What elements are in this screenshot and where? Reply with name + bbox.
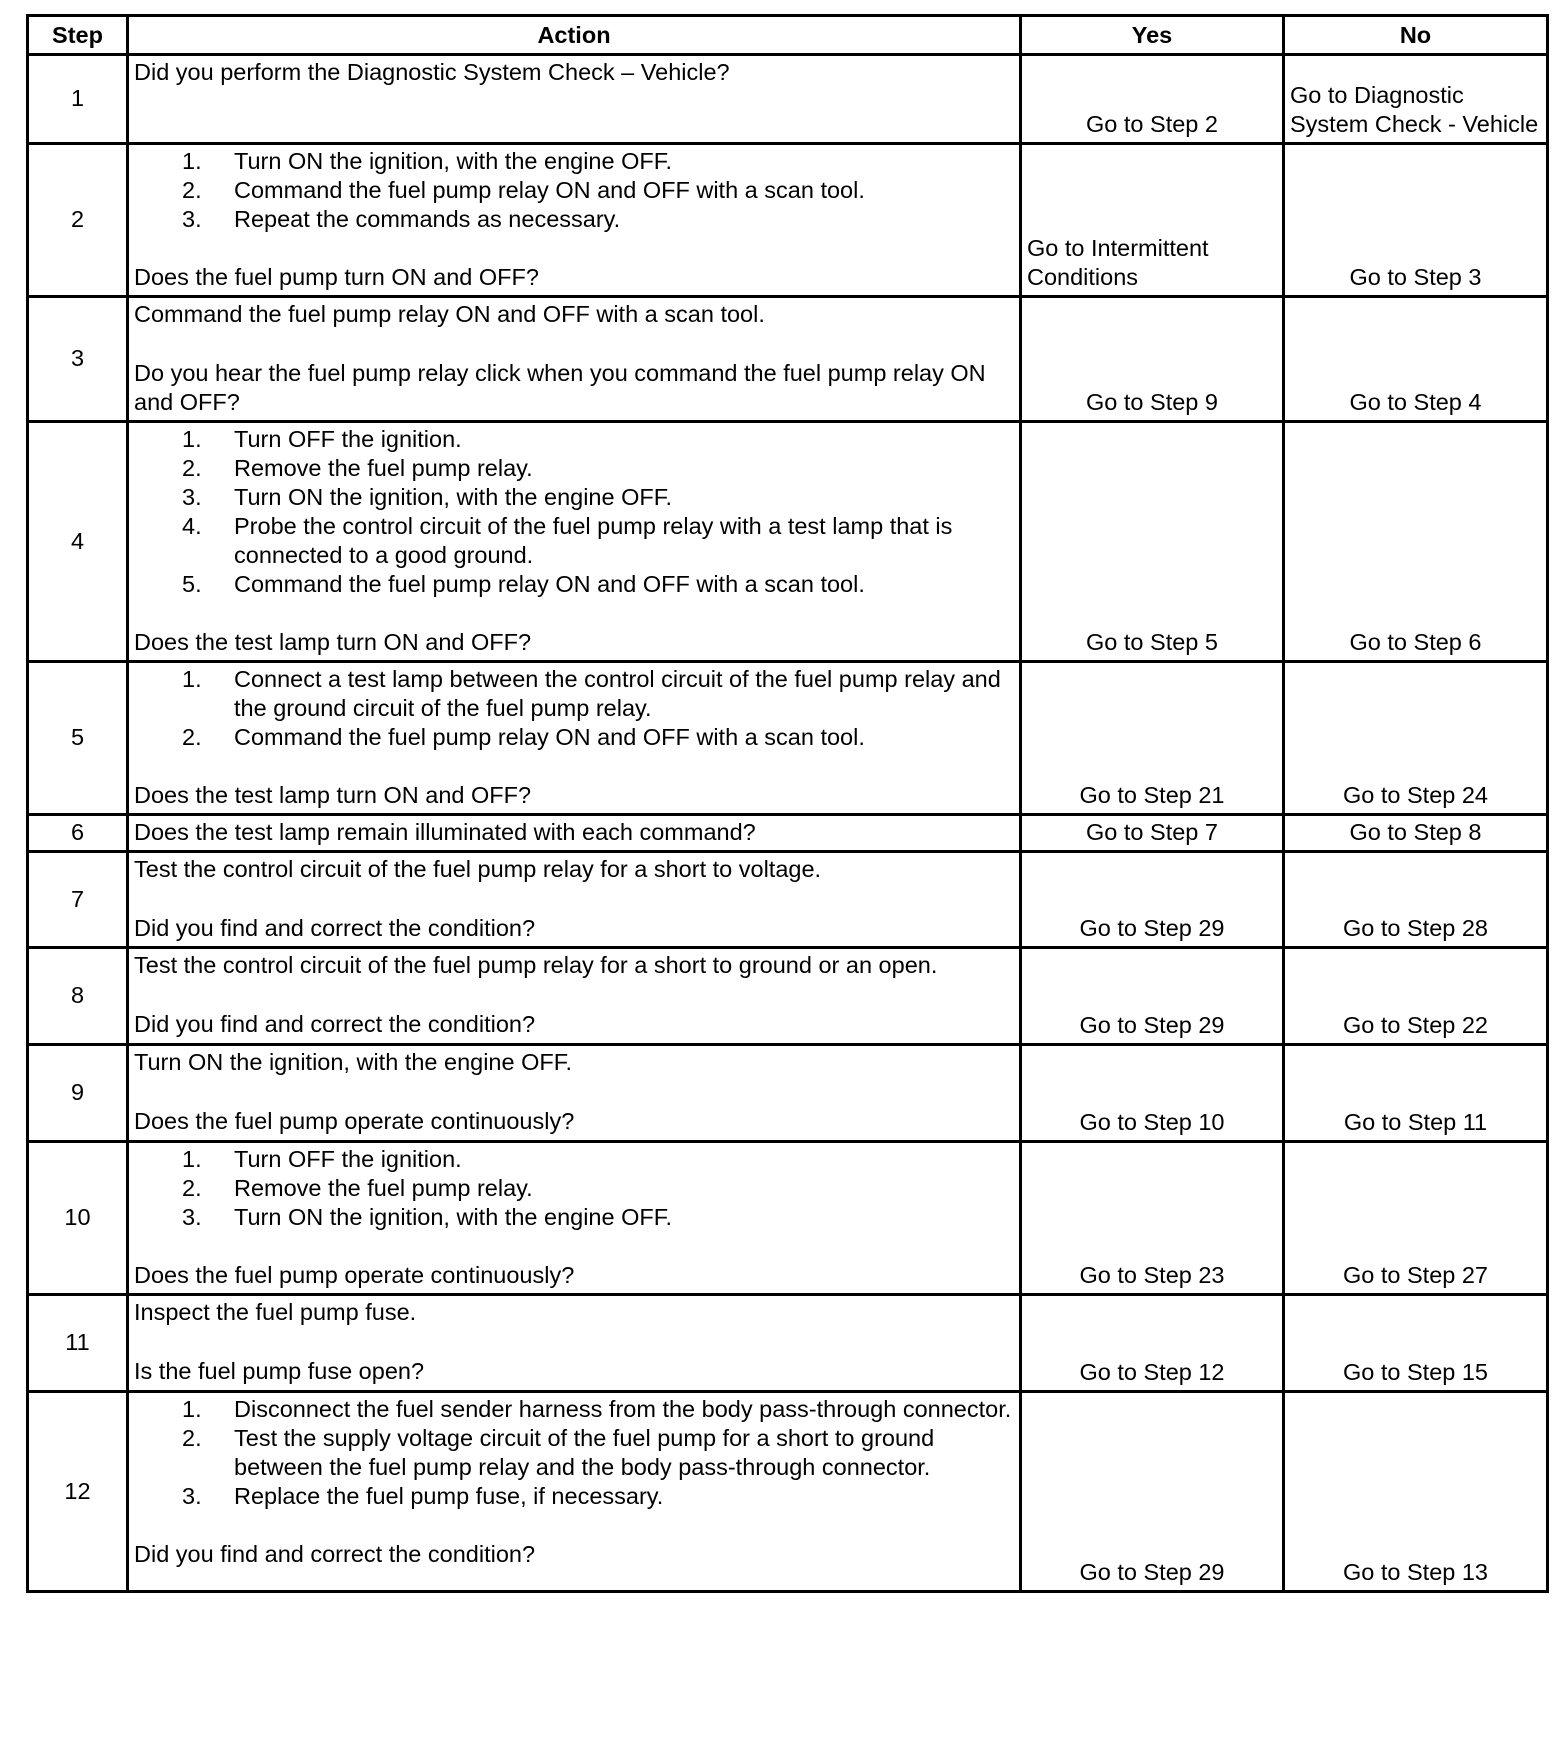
yes-cell: Go to Step 21 <box>1021 662 1284 815</box>
table-row <box>28 297 1548 422</box>
action-cell <box>128 662 1021 815</box>
yes-cell: Go to Step 29 <box>1021 852 1284 948</box>
step-number: 9 <box>28 1045 128 1142</box>
header-row <box>28 16 1548 55</box>
question-text: Does the test lamp turn ON and OFF? <box>134 782 532 808</box>
substep <box>134 512 1014 570</box>
action-text: Inspect the fuel pump fuse. <box>134 1299 417 1325</box>
substep-text: Test the supply voltage circuit of the fuel pump for a short to ground between the fuel pump relay and the body pass-through connector. <box>234 1425 935 1480</box>
substep <box>134 483 1014 512</box>
table-row <box>28 55 1548 144</box>
action-cell <box>128 55 1021 144</box>
no-cell: Go to Step 6 <box>1284 422 1548 662</box>
step-number: 7 <box>28 852 128 948</box>
header-action: Action <box>128 16 1021 55</box>
substep-number: 3. <box>182 1483 202 1509</box>
question-text: Does the test lamp turn ON and OFF? <box>134 629 532 655</box>
step-number: 2 <box>28 144 128 297</box>
yes-cell: Go to Step 5 <box>1021 422 1284 662</box>
yes-cell: Go to Step 29 <box>1021 948 1284 1045</box>
yes-cell: Go to Step 10 <box>1021 1045 1284 1142</box>
substep-text: Disconnect the fuel sender harness from the body pass-through connector. <box>234 1396 1012 1422</box>
header-yes: Yes <box>1021 16 1284 55</box>
substep-text: Turn ON the ignition, with the engine OFF. <box>234 484 673 510</box>
substep-number: 3. <box>182 484 202 510</box>
no-cell: Go to Step 4 <box>1284 297 1548 422</box>
substep-text: Probe the control circuit of the fuel pump relay with a test lamp that is connected to a good ground. <box>234 513 953 568</box>
substep-text: Turn OFF the ignition. <box>234 426 462 452</box>
step-number: 1 <box>28 55 128 144</box>
substep-number: 2. <box>182 455 202 481</box>
substep <box>134 176 1014 205</box>
question-text: Do you hear the fuel pump relay click when you command the fuel pump relay ON and OFF? <box>134 360 986 415</box>
action-text: Command the fuel pump relay ON and OFF with a scan tool. <box>134 301 765 327</box>
action-cell <box>128 1045 1021 1142</box>
substep-list <box>134 147 1014 234</box>
action-text: Turn ON the ignition, with the engine OFF. <box>134 1049 573 1075</box>
no-cell: Go to Step 13 <box>1284 1392 1548 1592</box>
substep <box>134 1203 1014 1232</box>
no-cell: Go to Step 15 <box>1284 1295 1548 1392</box>
substep-text: Remove the fuel pump relay. <box>234 1175 533 1201</box>
substep-text: Connect a test lamp between the control circuit of the fuel pump relay and the ground circuit of the fuel pump relay. <box>234 666 1001 721</box>
no-cell: Go to Step 27 <box>1284 1142 1548 1295</box>
action-cell <box>128 852 1021 948</box>
substep-number: 2. <box>182 1175 202 1201</box>
table-row <box>28 1045 1548 1142</box>
yes-cell: Go to Step 23 <box>1021 1142 1284 1295</box>
action-cell <box>128 948 1021 1045</box>
substep-list <box>134 1395 1014 1511</box>
substep <box>134 205 1014 234</box>
yes-cell: Go to Step 7 <box>1021 815 1284 852</box>
question-text: Does the fuel pump operate continuously? <box>134 1108 575 1134</box>
substep <box>134 1395 1014 1424</box>
substep-list <box>134 425 1014 599</box>
table-row <box>28 852 1548 948</box>
substep <box>134 1145 1014 1174</box>
action-cell <box>128 1142 1021 1295</box>
no-cell: Go to Step 11 <box>1284 1045 1548 1142</box>
substep <box>134 1424 1014 1482</box>
action-cell <box>128 144 1021 297</box>
substep-text: Command the fuel pump relay ON and OFF with a scan tool. <box>234 571 865 597</box>
substep-text: Replace the fuel pump fuse, if necessary. <box>234 1483 664 1509</box>
substep-text: Turn ON the ignition, with the engine OFF. <box>234 1204 673 1230</box>
diagnostic-table <box>26 14 1549 1593</box>
header-no: No <box>1284 16 1548 55</box>
substep-list <box>134 665 1014 752</box>
step-number: 5 <box>28 662 128 815</box>
substep <box>134 665 1014 723</box>
question-text: Did you find and correct the condition? <box>134 1541 536 1567</box>
substep <box>134 723 1014 752</box>
substep-number: 1. <box>182 666 202 692</box>
question-text: Is the fuel pump fuse open? <box>134 1358 425 1384</box>
table-row <box>28 422 1548 662</box>
yes-cell: Go to Step 12 <box>1021 1295 1284 1392</box>
substep-number: 1. <box>182 1396 202 1422</box>
substep-number: 2. <box>182 724 202 750</box>
diagnostic-table-sheet <box>26 14 1546 1593</box>
substep <box>134 147 1014 176</box>
no-cell: Go to Step 22 <box>1284 948 1548 1045</box>
question-text: Did you find and correct the condition? <box>134 915 536 941</box>
substep-text: Repeat the commands as necessary. <box>234 206 621 232</box>
yes-cell: Go to Step 9 <box>1021 297 1284 422</box>
step-number: 10 <box>28 1142 128 1295</box>
action-text: Test the control circuit of the fuel pump relay for a short to ground or an open. <box>134 952 938 978</box>
action-cell <box>128 1392 1021 1592</box>
table-row <box>28 1142 1548 1295</box>
no-cell: Go to Step 28 <box>1284 852 1548 948</box>
yes-cell: Go to Step 29 <box>1021 1392 1284 1592</box>
substep-number: 5. <box>182 571 202 597</box>
substep <box>134 1482 1014 1511</box>
substep-number: 1. <box>182 1146 202 1172</box>
substep-number: 2. <box>182 1425 202 1451</box>
substep <box>134 454 1014 483</box>
substep-number: 3. <box>182 206 202 232</box>
no-cell: Go to Step 24 <box>1284 662 1548 815</box>
substep <box>134 425 1014 454</box>
action-cell <box>128 815 1021 852</box>
substep-text: Turn OFF the ignition. <box>234 1146 462 1172</box>
step-number: 11 <box>28 1295 128 1392</box>
substep-text: Command the fuel pump relay ON and OFF with a scan tool. <box>234 177 865 203</box>
yes-cell: Go to Intermittent Conditions <box>1021 144 1284 297</box>
table-row <box>28 815 1548 852</box>
substep <box>134 570 1014 599</box>
table-row <box>28 1295 1548 1392</box>
step-number: 4 <box>28 422 128 662</box>
no-cell: Go to Diagnostic System Check - Vehicle <box>1284 55 1548 144</box>
substep-number: 3. <box>182 1204 202 1230</box>
substep-number: 4. <box>182 513 202 539</box>
substep-list <box>134 1145 1014 1232</box>
action-cell <box>128 1295 1021 1392</box>
step-number: 12 <box>28 1392 128 1592</box>
action-cell <box>128 297 1021 422</box>
action-text: Does the test lamp remain illuminated with each command? <box>134 819 756 845</box>
table-row <box>28 144 1548 297</box>
action-cell <box>128 422 1021 662</box>
substep-number: 1. <box>182 148 202 174</box>
table-row <box>28 948 1548 1045</box>
action-text: Test the control circuit of the fuel pump relay for a short to voltage. <box>134 856 822 882</box>
substep-text: Remove the fuel pump relay. <box>234 455 533 481</box>
table-row <box>28 662 1548 815</box>
substep <box>134 1174 1014 1203</box>
substep-number: 2. <box>182 177 202 203</box>
question-text: Did you find and correct the condition? <box>134 1011 536 1037</box>
yes-cell: Go to Step 2 <box>1021 55 1284 144</box>
substep-number: 1. <box>182 426 202 452</box>
no-cell: Go to Step 8 <box>1284 815 1548 852</box>
step-number: 6 <box>28 815 128 852</box>
step-number: 3 <box>28 297 128 422</box>
substep-text: Turn ON the ignition, with the engine OFF. <box>234 148 673 174</box>
step-number: 8 <box>28 948 128 1045</box>
substep-text: Command the fuel pump relay ON and OFF with a scan tool. <box>234 724 865 750</box>
no-cell: Go to Step 3 <box>1284 144 1548 297</box>
header-step: Step <box>28 16 128 55</box>
question-text: Does the fuel pump operate continuously? <box>134 1262 575 1288</box>
action-text: Did you perform the Diagnostic System Check – Vehicle? <box>134 59 730 85</box>
table-row <box>28 1392 1548 1592</box>
question-text: Does the fuel pump turn ON and OFF? <box>134 264 539 290</box>
